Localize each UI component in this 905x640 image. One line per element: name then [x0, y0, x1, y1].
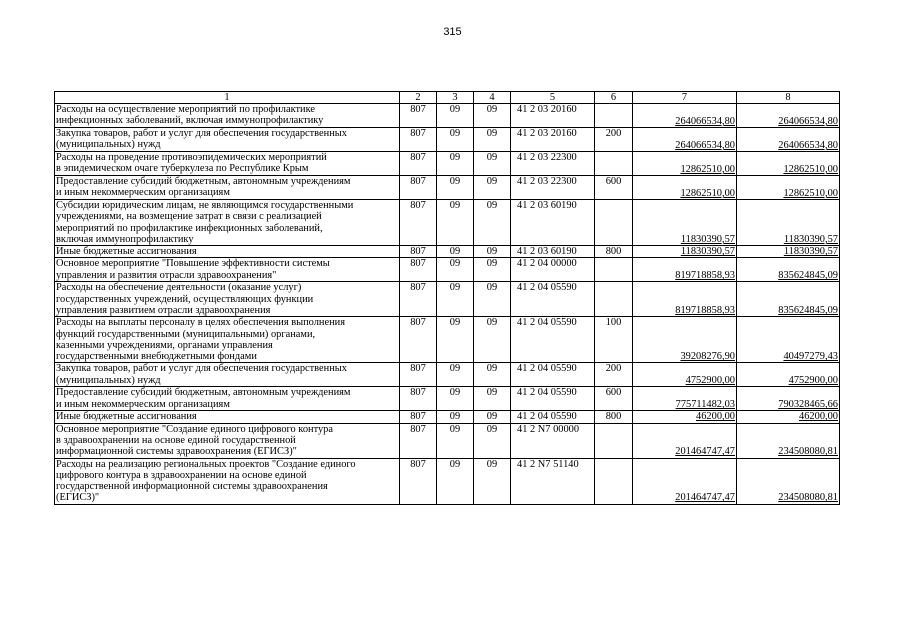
description-line: управления и развития отрасли здравоохранения" [56, 269, 277, 281]
subsection-code: 09 [474, 282, 511, 317]
table-row [55, 176, 840, 200]
row-description [55, 423, 400, 458]
section-code: 09 [437, 282, 474, 317]
ministry-code: 807 [400, 104, 437, 128]
amount-year-2: 790328465,66 [737, 387, 840, 411]
ministry-code: 807 [400, 387, 437, 411]
description-line: государственной информационной системы здравоохранения [56, 481, 328, 493]
subsection-code: 09 [474, 152, 511, 176]
subsection-code: 09 [474, 363, 511, 387]
page-number: 315 [443, 26, 462, 38]
description-line: Субсидии юридическим лицам, не являющимся государственными [56, 200, 354, 212]
description-line: Закупка товаров, работ и услуг для обеспечения государственных [56, 363, 347, 375]
description-line: мероприятий по профилактике инфекционных заболеваний, [56, 222, 323, 234]
description-line: в здравоохранении на основе единой государственной [56, 434, 296, 446]
row-description [55, 363, 400, 387]
description-line: инфекционных заболеваний, включая иммунопрофилактику [56, 115, 324, 127]
subsection-code: 09 [474, 176, 511, 200]
amount-year-2: 264066534,80 [737, 128, 840, 152]
description-line: и иным некоммерческим организациям [56, 187, 230, 199]
amount-year-2: 46200,00 [737, 411, 840, 423]
description-line: Иные бюджетные ассигнования [56, 246, 197, 258]
row-description [55, 282, 400, 317]
ministry-code: 807 [400, 363, 437, 387]
target-article-code: 41 2 03 20160 [511, 128, 595, 152]
budget-table [54, 91, 840, 505]
target-article-code: 41 2 04 05590 [511, 363, 595, 387]
amount-year-1: 39208276,90 [633, 317, 737, 363]
subsection-code: 09 [474, 411, 511, 423]
section-code: 09 [437, 458, 474, 504]
section-code: 09 [437, 176, 474, 200]
target-article-code: 41 2 03 60190 [511, 246, 595, 258]
expense-type-code: 100 [595, 317, 633, 363]
header-cell-7: 7 [633, 92, 737, 104]
table-row [55, 411, 840, 423]
description-line: (муниципальных) нужд [56, 139, 161, 151]
amount-year-2: 12862510,00 [737, 176, 840, 200]
table-row [55, 128, 840, 152]
section-code: 09 [437, 128, 474, 152]
ministry-code: 807 [400, 258, 437, 282]
row-description [55, 200, 400, 246]
ministry-code: 807 [400, 200, 437, 246]
subsection-code: 09 [474, 387, 511, 411]
amount-year-2: 264066534,80 [737, 104, 840, 128]
table-row [55, 104, 840, 128]
subsection-code: 09 [474, 104, 511, 128]
amount-year-1: 264066534,80 [633, 128, 737, 152]
description-line: учреждениями, на возмещение затрат в связи с реализацией [56, 211, 322, 223]
amount-year-2: 4752900,00 [737, 363, 840, 387]
description-line: функций государственными (муниципальными) органами, [56, 328, 316, 340]
amount-year-1: 819718858,93 [633, 258, 737, 282]
target-article-code: 41 2 03 22300 [511, 176, 595, 200]
subsection-code: 09 [474, 458, 511, 504]
description-line: государственными внебюджетными фондами [56, 351, 257, 363]
description-line: (ЕГИСЗ)" [56, 492, 100, 504]
description-line: государственных учреждений, осуществляющих функции [56, 293, 314, 305]
amount-year-1: 264066534,80 [633, 104, 737, 128]
target-article-code: 41 2 03 22300 [511, 152, 595, 176]
expense-type-code [595, 152, 633, 176]
row-description [55, 128, 400, 152]
table-row [55, 200, 840, 246]
subsection-code: 09 [474, 258, 511, 282]
description-line: Основное мероприятие "Создание единого цифрового контура [56, 423, 333, 435]
table-row [55, 387, 840, 411]
header-cell-4: 4 [474, 92, 511, 104]
expense-type-code [595, 282, 633, 317]
ministry-code: 807 [400, 317, 437, 363]
section-code: 09 [437, 423, 474, 458]
ministry-code: 807 [400, 176, 437, 200]
expense-type-code: 800 [595, 411, 633, 423]
subsection-code: 09 [474, 317, 511, 363]
section-code: 09 [437, 363, 474, 387]
row-description [55, 176, 400, 200]
target-article-code: 41 2 04 00000 [511, 258, 595, 282]
target-article-code: 41 2 04 05590 [511, 411, 595, 423]
description-line: в эпидемическом очаге туберкулеза по Республике Крым [56, 163, 309, 175]
table-row [55, 282, 840, 317]
amount-year-1: 12862510,00 [633, 176, 737, 200]
amount-year-2: 234508080,81 [737, 423, 840, 458]
row-description [55, 458, 400, 504]
section-code: 09 [437, 258, 474, 282]
description-line: и иным некоммерческим организациям [56, 398, 230, 410]
row-description [55, 387, 400, 411]
description-line: информационной системы здравоохранения (ЕГИСЗ)" [56, 446, 297, 458]
section-code: 09 [437, 200, 474, 246]
description-line: Закупка товаров, работ и услуг для обеспечения государственных [56, 128, 347, 140]
row-description [55, 152, 400, 176]
row-description [55, 104, 400, 128]
amount-year-2: 11830390,57 [737, 246, 840, 258]
ministry-code: 807 [400, 423, 437, 458]
amount-year-2: 12862510,00 [737, 152, 840, 176]
header-cell-8: 8 [737, 92, 840, 104]
expense-type-code [595, 258, 633, 282]
table-row [55, 458, 840, 504]
ministry-code: 807 [400, 411, 437, 423]
section-code: 09 [437, 152, 474, 176]
amount-year-1: 46200,00 [633, 411, 737, 423]
subsection-code: 09 [474, 200, 511, 246]
target-article-code: 41 2 N7 51140 [511, 458, 595, 504]
section-code: 09 [437, 104, 474, 128]
header-cell-6: 6 [595, 92, 633, 104]
description-line: казенными учреждениями, органами управления [56, 339, 273, 351]
ministry-code: 807 [400, 282, 437, 317]
row-description [55, 246, 400, 258]
subsection-code: 09 [474, 128, 511, 152]
ministry-code: 807 [400, 128, 437, 152]
expense-type-code: 600 [595, 387, 633, 411]
subsection-code: 09 [474, 423, 511, 458]
amount-year-1: 201464747,47 [633, 423, 737, 458]
description-line: Расходы на обеспечение деятельности (оказание услуг) [56, 282, 302, 294]
expense-type-code: 600 [595, 176, 633, 200]
amount-year-2: 835624845,09 [737, 282, 840, 317]
ministry-code: 807 [400, 246, 437, 258]
target-article-code: 41 2 04 05590 [511, 387, 595, 411]
expense-type-code: 800 [595, 246, 633, 258]
description-line: Расходы на выплаты персоналу в целях обеспечения выполнения [56, 317, 345, 329]
expense-type-code [595, 200, 633, 246]
description-line: Предоставление субсидий бюджетным, автономным учреждениям [56, 176, 351, 188]
expense-type-code [595, 104, 633, 128]
target-article-code: 41 2 N7 00000 [511, 423, 595, 458]
ministry-code: 807 [400, 152, 437, 176]
ministry-code: 807 [400, 458, 437, 504]
table-row [55, 363, 840, 387]
amount-year-2: 234508080,81 [737, 458, 840, 504]
table-row [55, 246, 840, 258]
description-line: Расходы на осуществление мероприятий по профилактике [56, 104, 315, 116]
description-line: Основное мероприятие "Повышение эффективности системы [56, 258, 330, 270]
amount-year-1: 201464747,47 [633, 458, 737, 504]
description-line: управления развитием отрасли здравоохранения [56, 304, 271, 316]
header-cell-2: 2 [400, 92, 437, 104]
description-line: Иные бюджетные ассигнования [56, 411, 197, 423]
description-line: Расходы на проведение противоэпидемических мероприятий [56, 152, 327, 164]
target-article-code: 41 2 04 05590 [511, 282, 595, 317]
table-row [55, 423, 840, 458]
section-code: 09 [437, 387, 474, 411]
amount-year-2: 11830390,57 [737, 200, 840, 246]
expense-type-code [595, 458, 633, 504]
amount-year-1: 775711482,03 [633, 387, 737, 411]
subsection-code: 09 [474, 246, 511, 258]
section-code: 09 [437, 246, 474, 258]
amount-year-1: 12862510,00 [633, 152, 737, 176]
section-code: 09 [437, 317, 474, 363]
amount-year-1: 4752900,00 [633, 363, 737, 387]
target-article-code: 41 2 03 60190 [511, 200, 595, 246]
description-line: цифрового контура в здравоохранении на основе единой [56, 469, 307, 481]
amount-year-2: 40497279,43 [737, 317, 840, 363]
description-line: (муниципальных) нужд [56, 374, 161, 386]
target-article-code: 41 2 04 05590 [511, 317, 595, 363]
target-article-code: 41 2 03 20160 [511, 104, 595, 128]
row-description [55, 258, 400, 282]
header-cell-3: 3 [437, 92, 474, 104]
amount-year-1: 11830390,57 [633, 200, 737, 246]
row-description [55, 411, 400, 423]
description-line: включая иммунопрофилактику [56, 233, 194, 245]
table-header-row [55, 92, 840, 104]
description-line: Предоставление субсидий бюджетным, автономным учреждениям [56, 387, 351, 399]
amount-year-2: 835624845,09 [737, 258, 840, 282]
amount-year-1: 11830390,57 [633, 246, 737, 258]
table-row [55, 258, 840, 282]
header-cell-1: 1 [55, 92, 400, 104]
expense-type-code [595, 423, 633, 458]
expense-type-code: 200 [595, 363, 633, 387]
row-description [55, 317, 400, 363]
amount-year-1: 819718858,93 [633, 282, 737, 317]
table-row [55, 317, 840, 363]
description-line: Расходы на реализацию региональных проектов "Создание единого [56, 458, 356, 470]
header-cell-5: 5 [511, 92, 595, 104]
expense-type-code: 200 [595, 128, 633, 152]
section-code: 09 [437, 411, 474, 423]
table-row [55, 152, 840, 176]
